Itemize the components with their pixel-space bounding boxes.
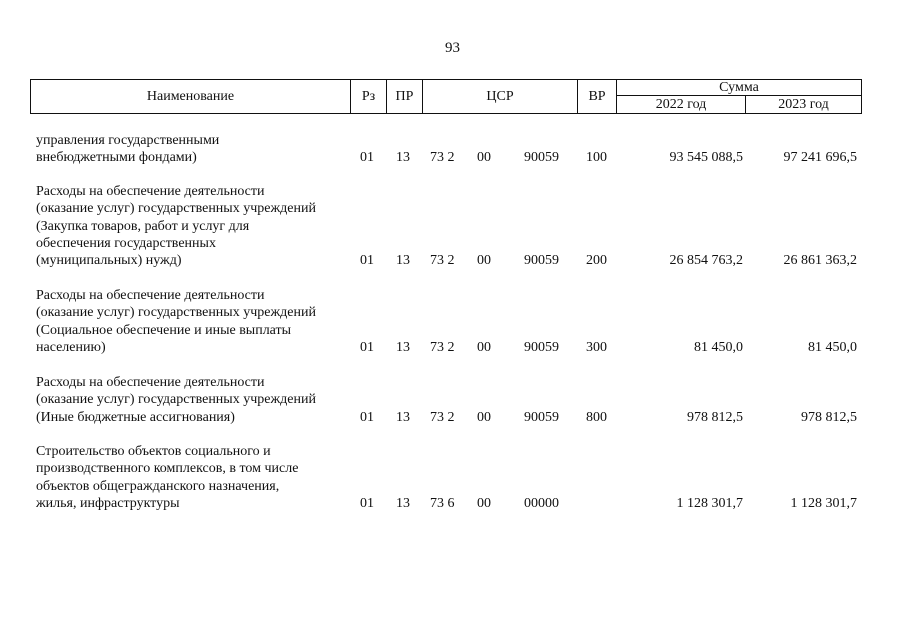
- row-csr-direction: 00000: [524, 495, 559, 511]
- row-sum-2022: 93 545 088,5: [669, 150, 743, 166]
- row-csr-sub: 00: [477, 495, 491, 511]
- row-sum-2023: 81 450,0: [808, 339, 857, 355]
- row-csr-direction: 90059: [524, 409, 559, 425]
- header-year-2022: 2022 год: [617, 96, 746, 113]
- header-sum-group: [617, 80, 861, 113]
- header-sum: Сумма: [617, 80, 861, 96]
- row-sum-2022: 81 450,0: [694, 339, 743, 355]
- header-vr: ВР: [578, 80, 617, 113]
- row-sum-2022: 1 128 301,7: [676, 495, 743, 511]
- row-rz: 01: [360, 150, 374, 166]
- header-year-2023: 2023 год: [778, 97, 829, 112]
- row-csr-direction: 90059: [524, 253, 559, 269]
- table-header: [30, 79, 862, 114]
- row-csr-sub: 00: [477, 253, 491, 269]
- row-pr: 13: [396, 150, 410, 166]
- header-name: Наименование: [31, 80, 351, 113]
- row-name: Расходы на обеспечение деятельности (оказание услуг) государственных учреждений (Иные бюджетные ассигнования): [36, 375, 316, 425]
- page-number: 93: [445, 40, 460, 56]
- row-name: Расходы на обеспечение деятельности (оказание услуг) государственных учреждений (Социальное обеспечение и иные выплаты населению): [36, 288, 316, 355]
- row-vr: 800: [586, 409, 607, 425]
- row-csr-program: 73 2: [430, 253, 455, 269]
- row-vr: 300: [586, 339, 607, 355]
- row-csr-program: 73 2: [430, 409, 455, 425]
- row-name: управления государственными внебюджетными фондами): [36, 133, 220, 166]
- row-csr-program: 73 2: [430, 150, 455, 166]
- row-sum-2022: 26 854 763,2: [669, 253, 743, 269]
- row-name: Строительство объектов социального и производственного комплексов, в том числе объектов общегражданского назначения, жилья, инфраструктуры: [36, 444, 299, 511]
- row-csr-sub: 00: [477, 339, 491, 355]
- row-pr: 13: [396, 253, 410, 269]
- row-csr-program: 73 6: [430, 495, 455, 511]
- row-pr: 13: [396, 409, 410, 425]
- row-sum-2023: 97 241 696,5: [783, 150, 857, 166]
- header-csr: ЦСР: [423, 80, 578, 113]
- row-csr-direction: 90059: [524, 339, 559, 355]
- row-csr-sub: 00: [477, 409, 491, 425]
- header-pr: ПР: [387, 80, 423, 113]
- row-rz: 01: [360, 253, 374, 269]
- row-sum-2023: 1 128 301,7: [790, 495, 857, 511]
- row-vr: 200: [586, 253, 607, 269]
- row-vr: 100: [586, 150, 607, 166]
- row-pr: 13: [396, 339, 410, 355]
- row-sum-2022: 978 812,5: [687, 409, 743, 425]
- row-rz: 01: [360, 339, 374, 355]
- row-sum-2023: 26 861 363,2: [783, 253, 857, 269]
- row-csr-program: 73 2: [430, 339, 455, 355]
- row-csr-sub: 00: [477, 150, 491, 166]
- row-rz: 01: [360, 495, 374, 511]
- row-name: Расходы на обеспечение деятельности (оказание услуг) государственных учреждений (Закупка товаров, работ и услуг для обеспечения государственных (муниципальных) нужд): [36, 184, 316, 269]
- row-csr-direction: 90059: [524, 150, 559, 166]
- row-pr: 13: [396, 495, 410, 511]
- row-rz: 01: [360, 409, 374, 425]
- row-sum-2023: 978 812,5: [801, 409, 857, 425]
- header-rz: Рз: [351, 80, 387, 113]
